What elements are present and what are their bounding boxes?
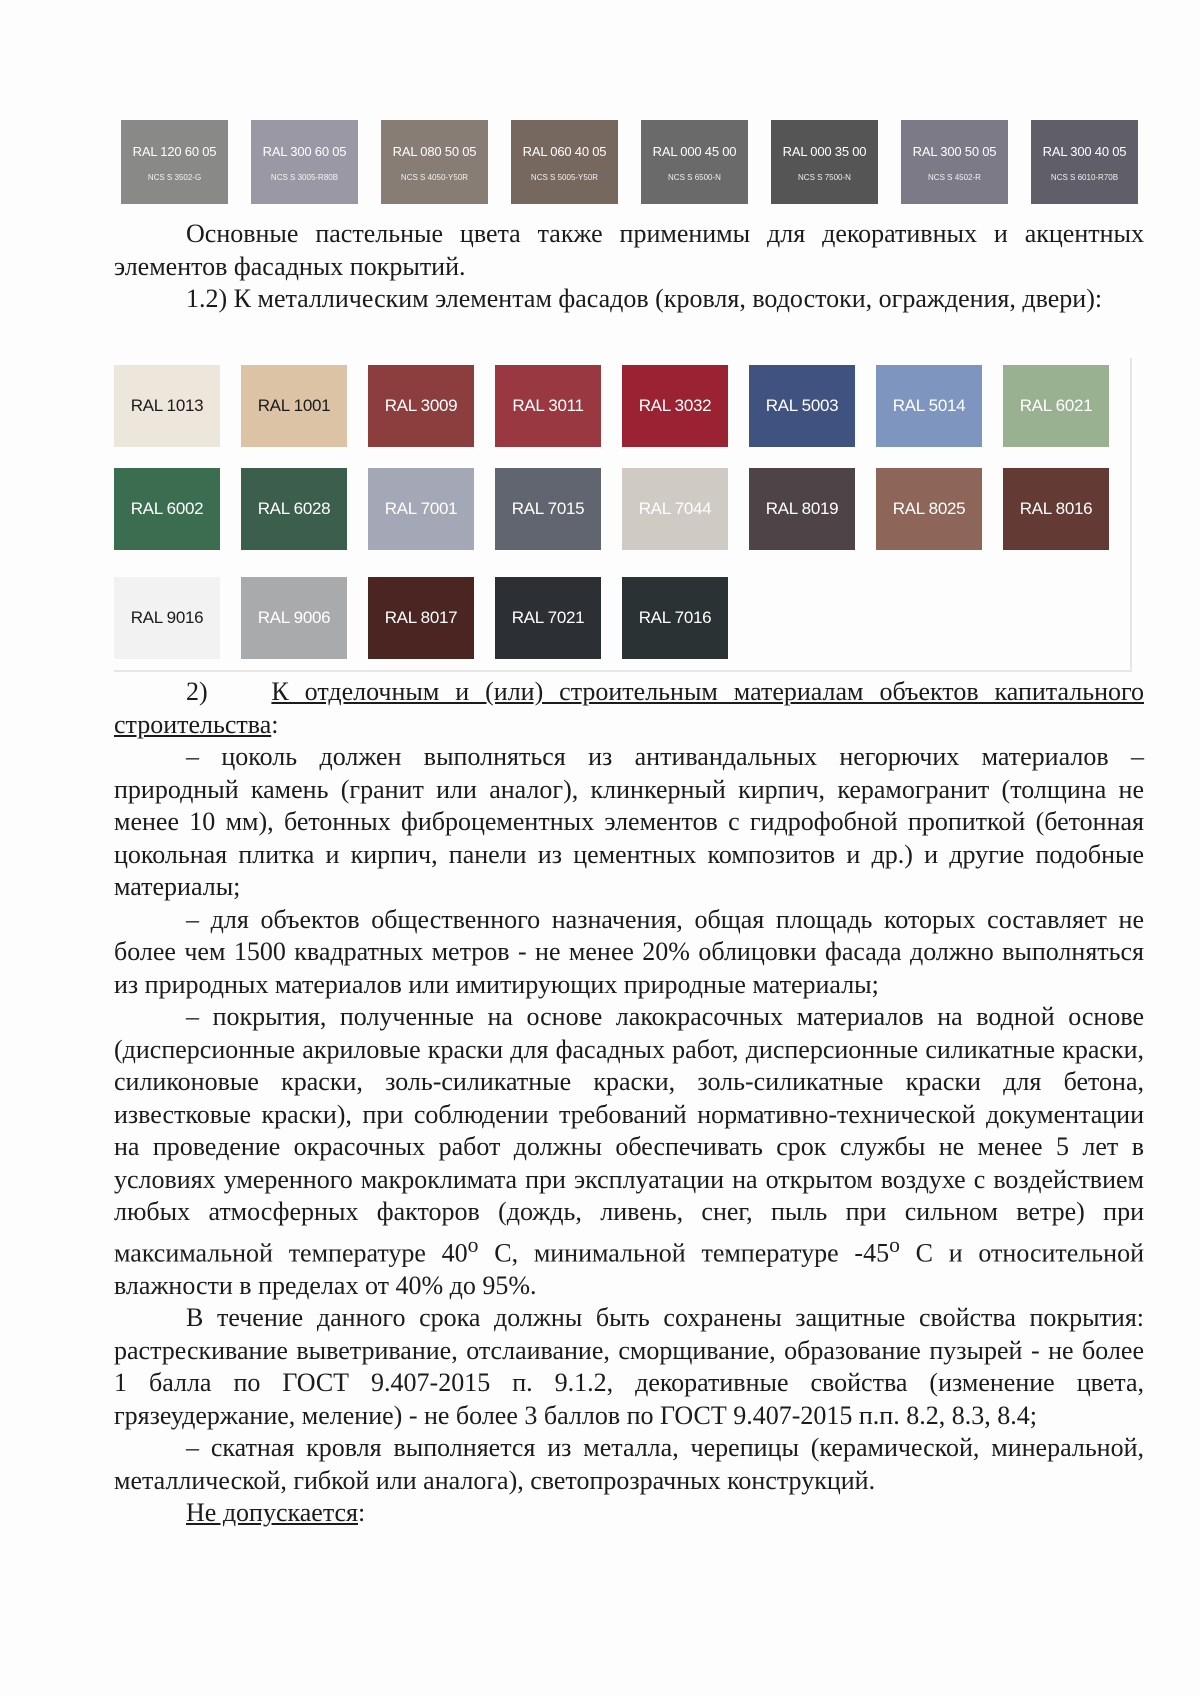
ral-swatch-9016: RAL 9016 bbox=[114, 577, 220, 659]
not-allowed-heading bbox=[114, 1497, 1144, 1530]
text-block-pastel bbox=[114, 218, 1144, 316]
swatch-ncs-code: NCS S 6500-N bbox=[668, 173, 721, 182]
ral-swatch-5014: RAL 5014 bbox=[876, 365, 982, 447]
ral-color-grid bbox=[114, 358, 1132, 672]
ral-swatch-1013: RAL 1013 bbox=[114, 365, 220, 447]
degree-sign: o bbox=[889, 1232, 900, 1257]
section-title-colon: : bbox=[271, 709, 279, 739]
ral-swatch-8025: RAL 8025 bbox=[876, 468, 982, 550]
ral-swatch-7016: RAL 7016 bbox=[622, 577, 728, 659]
swatch-ral-080-50-05 bbox=[381, 120, 488, 204]
swatch-ral-300-40-05 bbox=[1031, 120, 1138, 204]
not-allowed-colon: : bbox=[358, 1498, 366, 1528]
swatch-ral-code: RAL 300 40 05 bbox=[1042, 144, 1127, 159]
bullet-plinth: – цоколь должен выполняться из антивандальных негорючих материалов – природный камень (гранит или аналог), клинкерный кирпич, керамогранит (толщина не менее 10 мм), бетонных фиброцементных элементов с гидрофобной пропиткой (бетонная цокольная плитка и кирпич, панели из цементных композитов и др.) и другие подобные материалы; bbox=[114, 742, 1144, 901]
paragraph-pastel-colors: Основные пастельные цвета также применимы для декоративных и акцентных элементов фасадных покрытий. bbox=[114, 219, 1144, 281]
ral-swatch-8019: RAL 8019 bbox=[749, 468, 855, 550]
section-2-heading bbox=[114, 676, 1144, 741]
swatch-ral-300-50-05 bbox=[901, 120, 1008, 204]
ral-swatch-6021: RAL 6021 bbox=[1003, 365, 1109, 447]
not-allowed-text: Не допускается bbox=[186, 1498, 358, 1528]
swatch-ral-code: RAL 000 35 00 bbox=[782, 144, 867, 159]
ral-swatch-7001: RAL 7001 bbox=[368, 468, 474, 550]
bullet-paint-coatings bbox=[114, 1001, 1144, 1302]
ral-swatch-3009: RAL 3009 bbox=[368, 365, 474, 447]
paragraph-metal-elements: 1.2) К металлическим элементам фасадов (кровля, водостоки, ограждения, двери): bbox=[186, 284, 1103, 313]
swatch-ral-code: RAL 300 50 05 bbox=[912, 144, 997, 159]
paint-text-part-3: С и относительной влажности в пределах от 40% до 95%. bbox=[114, 1238, 1144, 1300]
swatch-ral-code: RAL 060 40 05 bbox=[522, 144, 607, 159]
swatch-ncs-code: NCS S 3005-R80B bbox=[270, 173, 339, 182]
bullet-public-buildings: – для объектов общественного назначения, общая площадь которых составляет не более чем 1500 квадратных метров - не менее 20% облицовки фасада должно выполняться из природных материалов или имитирующих природные материалы; bbox=[114, 904, 1144, 999]
ral-swatch-5003: RAL 5003 bbox=[749, 365, 855, 447]
swatch-ral-000-35-00 bbox=[771, 120, 878, 204]
swatch-ral-120-60-05 bbox=[121, 120, 228, 204]
text-block-section-2 bbox=[114, 676, 1144, 1530]
swatch-ncs-code: NCS S 3502-G bbox=[147, 173, 202, 182]
section-number: 2) bbox=[186, 677, 208, 706]
ral-swatch-8016: RAL 8016 bbox=[1003, 468, 1109, 550]
ral-swatch-6002: RAL 6002 bbox=[114, 468, 220, 550]
paragraph-protective-properties: В течение данного срока должны быть сохранены защитные свойства покрытия: растрескивание выветривание, отслаивание, сморщивание, образование пузырей - не более 1 балла по ГОСТ 9.407-2015 п. 9.1.2, декоративные свойства (изменение цвета, грязеудержание, меление) - не более 3 баллов по ГОСТ 9.407-2015 п.п. 8.2, 8.3, 8.4; bbox=[114, 1303, 1144, 1430]
paint-text-part-2: С, минимальной температуре -45 bbox=[478, 1238, 890, 1268]
swatch-ral-300-60-05 bbox=[251, 120, 358, 204]
swatch-ral-code: RAL 300 60 05 bbox=[262, 144, 347, 159]
ral-swatch-9006: RAL 9006 bbox=[241, 577, 347, 659]
swatch-ral-code: RAL 080 50 05 bbox=[392, 144, 477, 159]
swatch-ncs-code: NCS S 7500-N bbox=[798, 173, 851, 182]
ral-swatch-7044: RAL 7044 bbox=[622, 468, 728, 550]
ral-ncs-swatch-row bbox=[121, 120, 1141, 204]
bullet-pitched-roof: – скатная кровля выполняется из металла, черепицы (керамической, минеральной, металлической, гибкой или аналога), светопрозрачных конструкций. bbox=[114, 1433, 1144, 1495]
ral-swatch-7015: RAL 7015 bbox=[495, 468, 601, 550]
swatch-ncs-code: NCS S 5005-Y50R bbox=[530, 173, 599, 182]
ral-swatch-3011: RAL 3011 bbox=[495, 365, 601, 447]
swatch-ral-code: RAL 120 60 05 bbox=[132, 144, 217, 159]
ral-swatch-8017: RAL 8017 bbox=[368, 577, 474, 659]
ral-swatch-1001: RAL 1001 bbox=[241, 365, 347, 447]
ral-swatch-3032: RAL 3032 bbox=[622, 365, 728, 447]
degree-sign: o bbox=[467, 1232, 479, 1257]
swatch-ral-code: RAL 000 45 00 bbox=[652, 144, 737, 159]
ral-swatch-6028: RAL 6028 bbox=[241, 468, 347, 550]
section-title: К отделочным и (или) строительным материалам объектов капитального строительства bbox=[114, 677, 1144, 739]
swatch-ncs-code: NCS S 4050-Y50R bbox=[400, 173, 469, 182]
swatch-ncs-code: NCS S 4502-R bbox=[928, 173, 981, 182]
swatch-ral-060-40-05 bbox=[511, 120, 618, 204]
paint-text-part-1: – покрытия, полученные на основе лакокрасочных материалов на водной основе (дисперсионные акриловые краски для фасадных работ, дисперсионные силикатные краски, силиконовые краски, золь-силикатные краски, золь-силикатные краски для бетона, известковые краски), при соблюдении требований нормативно-технической документации на проведение окрасочных работ должны обеспечивать срок службы не менее 5 лет в условиях умеренного макроклимата при эксплуатации на открытом воздухе с воздействием любых атмосферных факторов (дождь, ливень, снег, пыль при сильном ветре) при максимальной температуре 40 bbox=[114, 1002, 1144, 1268]
ral-swatch-7021: RAL 7021 bbox=[495, 577, 601, 659]
swatch-ral-000-45-00 bbox=[641, 120, 748, 204]
swatch-ncs-code: NCS S 6010-R70B bbox=[1050, 173, 1119, 182]
